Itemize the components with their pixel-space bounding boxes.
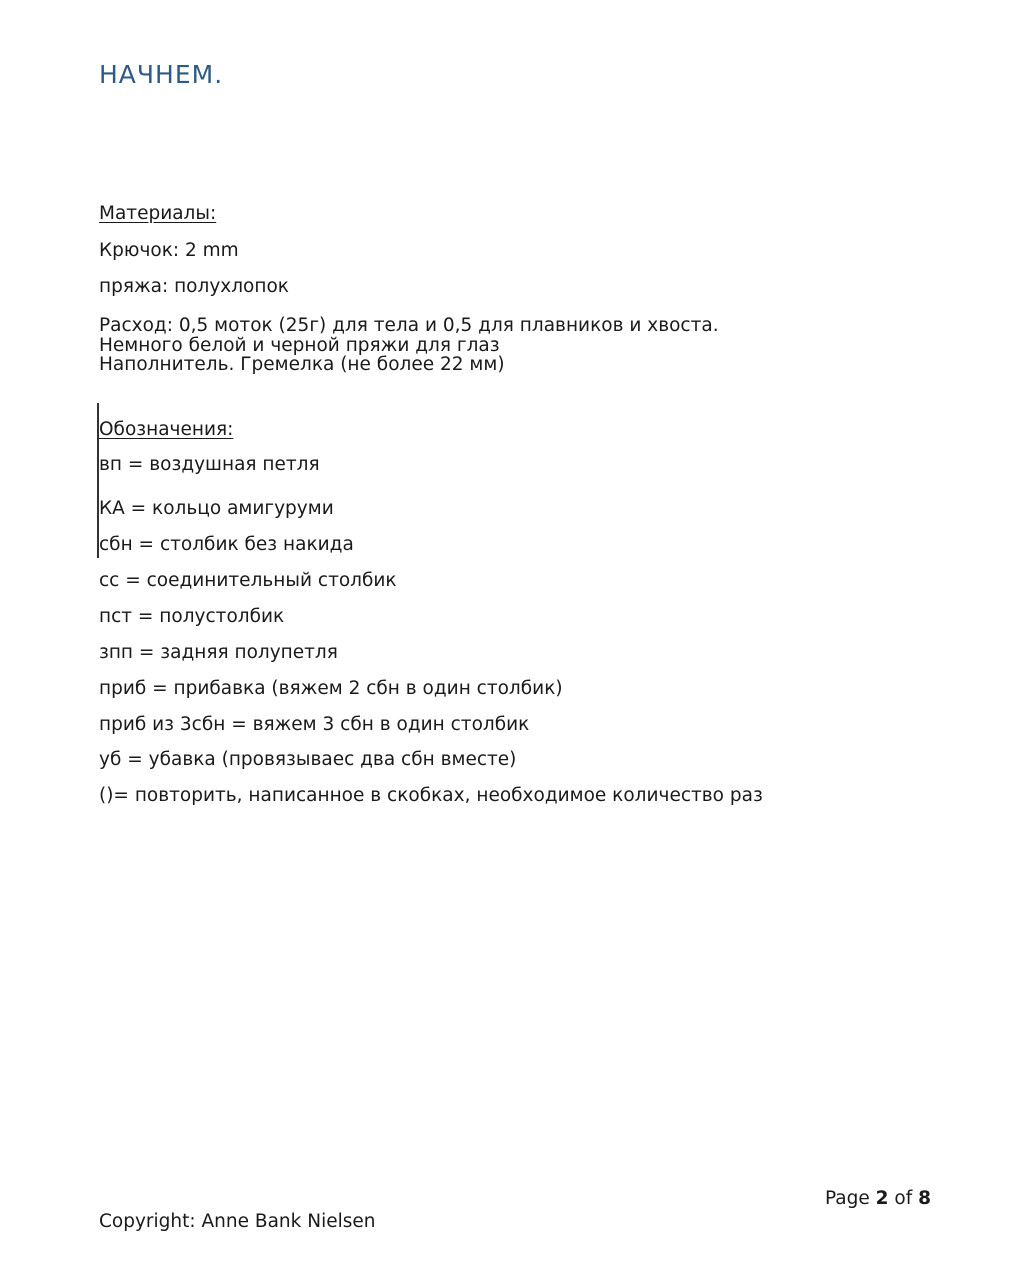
materials-hook: Крючок: 2 mm	[99, 240, 239, 261]
legend-item: ()= повторить, написанное в скобках, необходимое количество раз	[99, 785, 763, 806]
page-heading: НАЧНЕМ.	[99, 60, 224, 89]
consumption-line: Расход: 0,5 моток (25г) для тела и 0,5 для плавников и хвоста.	[99, 315, 719, 336]
legend-item: вп = воздушная петля	[99, 454, 320, 475]
legend-item: пст = полустолбик	[99, 606, 285, 627]
materials-consumption	[99, 316, 719, 375]
page-number	[825, 1188, 931, 1209]
copyright: Copyright: Anne Bank Nielsen	[99, 1211, 376, 1232]
legend-item: приб из 3сбн = вяжем 3 сбн в один столбик	[99, 714, 530, 735]
legend-item: приб = прибавка (вяжем 2 сбн в один столбик)	[99, 678, 563, 699]
materials-title: Материалы:	[99, 203, 217, 224]
materials-yarn: пряжа: полухлопок	[99, 276, 289, 297]
legend-item: уб = убавка (провязываес два сбн вместе)	[99, 749, 517, 770]
page-label: Page	[824, 1188, 870, 1209]
page-of: of	[894, 1188, 913, 1209]
legend-title: Обозначения:	[99, 419, 234, 440]
page-total: 8	[918, 1188, 931, 1209]
legend-item: зпп = задняя полупетля	[99, 642, 338, 663]
page-current: 2	[875, 1188, 889, 1209]
legend-item: КА = кольцо амигуруми	[99, 498, 334, 519]
consumption-line: Наполнитель. Гремелка (не более 22 мм)	[99, 354, 505, 375]
consumption-line: Немного белой и черной пряжи для глаз	[99, 334, 500, 356]
legend-item: сбн = столбик без накида	[99, 534, 354, 555]
legend-item: сс = соединительный столбик	[99, 570, 397, 591]
